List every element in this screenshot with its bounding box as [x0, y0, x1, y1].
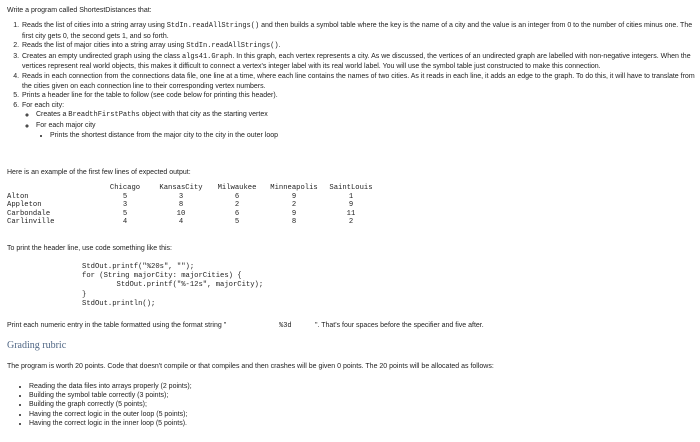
rubric-item: • Having the correct logic in the outer loop (5 points); [29, 410, 192, 419]
distance-cell: 2 [291, 201, 297, 210]
inline-code: BreadthFirstPaths [68, 111, 140, 120]
requirement-step-2: 2. Reads the list of major cities into a string array using StdIn.readAllStrings(). [21, 41, 700, 52]
distance-cell: 3 [122, 201, 128, 210]
inline-code: StdIn.readAllStrings() [186, 42, 279, 51]
distance-cell: 2 [348, 218, 354, 227]
requirement-step-3: 3. Creates an empty undirected graph using the class algs41.Graph. In this graph, each vertex represents a city. As we discussed, the vertices of an undirected graph are labelled with non-negative integers. When the vertices represent real world objects, this makes it difficult to connect a vertex's integer label with its real world label. You will use the symbol table just constructed to make this connection. [21, 52, 700, 72]
requirement-step-6: 6. For each city: ◦ Creates a BreadthFirstPaths object with that city as the starting vertex ◦ For each major city • Prints the shortest distance from the major city to the city in the outer loop [21, 101, 700, 140]
format-text-suffix: ". That's four spaces before the specifier and five after. [315, 322, 484, 329]
distance-cell: 6 [234, 192, 240, 201]
distance-cell: 9 [291, 209, 297, 218]
column-header: SaintLouis [329, 184, 373, 192]
row-city: Carlinville [7, 218, 55, 227]
table-row [7, 210, 377, 219]
table-row [7, 201, 377, 210]
header-code-block: StdOut.printf("%20s", ""); for (String majorCity: majorCities) { StdOut.printf("%-12s", majorCity); } StdOut.println(); [82, 263, 264, 308]
inline-code: StdIn.readAllStrings() [166, 22, 260, 30]
distance-cell: 5 [234, 218, 240, 227]
requirement-step-5: 5. Prints a header line for the table to follow (see code below for printing this header). [21, 91, 700, 101]
distance-cell: 9 [291, 192, 297, 201]
rubric-intro: The program is worth 20 points. Code that doesn't compile or that compiles and then crashes will be given 0 points. The 20 points will be allocated as follows: [7, 363, 494, 370]
distance-cell: 10 [176, 209, 186, 218]
column-header: Milwaukee [217, 184, 257, 192]
distance-cell: 2 [234, 201, 240, 210]
distance-cell: 8 [291, 218, 297, 227]
rubric-item: • Reading the data files into arrays properly (2 points); [29, 382, 192, 391]
distance-cell: 9 [348, 201, 354, 210]
distance-cell: 5 [122, 192, 128, 201]
distance-cell: 4 [122, 218, 128, 227]
for-each-city-sublist [22, 110, 700, 140]
row-city: Appleton [7, 201, 42, 210]
rubric-heading: Grading rubric [7, 340, 67, 351]
distance-cell: 4 [178, 218, 184, 227]
substep-create-bfs: ◦ Creates a BreadthFirstPaths object with that city as the starting vertex [36, 110, 700, 121]
rubric-item: • Building the graph correctly (5 points); [29, 400, 192, 409]
substep-for-each-major-city: ◦ For each major city • Prints the shortest distance from the major city to the city in the outer loop [36, 121, 700, 140]
distance-cell: 1 [348, 192, 354, 201]
inline-code: algs41.Graph [181, 52, 233, 61]
major-city-sublist [36, 131, 700, 141]
example-intro: Here is an example of the first few lines of expected output: [7, 169, 191, 176]
distance-cell: 3 [178, 192, 184, 201]
row-city: Carbondale [7, 209, 51, 218]
assignment-intro: Write a program called ShortestDistances that: [7, 7, 152, 14]
sample-output-table [7, 184, 377, 227]
requirement-step-4: 4. Reads in each connection from the connections data file, one line at a time, where each line contains the names of two cities. As it reads in each line, it adds an edge to the graph. To do this, it will have to translate from the cities given on each connection line to their corresponding vertex numbers. [21, 72, 700, 91]
distance-cell: 8 [178, 201, 184, 210]
rubric-list [7, 382, 192, 428]
format-specifier: %3d [279, 322, 292, 330]
column-header: KansasCity [159, 184, 203, 192]
distance-cell: 6 [234, 209, 240, 218]
table-row [7, 193, 377, 202]
rubric-item: • Building the symbol table correctly (3 points); [29, 391, 192, 400]
distance-cell: 11 [346, 209, 356, 218]
format-text-prefix: Print each numeric entry in the table formatted using the format string " [7, 322, 227, 329]
header-code-intro: To print the header line, use code something like this: [7, 245, 172, 252]
substep-print-distance: • Prints the shortest distance from the major city to the city in the outer loop [50, 131, 700, 141]
rubric-item: • Having the correct logic in the inner loop (5 points). [29, 419, 192, 428]
distance-cell: 5 [122, 209, 128, 218]
requirement-step-1: 1. Reads the list of cities into a string array using StdIn.readAllStrings() and then builds a symbol table where the key is the name of a city and the value is an integer from 0 to the number of cities minus one. The first city gets 0, the second gets 1, and so forth. [21, 21, 700, 41]
column-header: Minneapolis [270, 184, 318, 192]
column-header: Chicago [109, 184, 141, 192]
requirements-list [7, 21, 700, 140]
sample-header-row [7, 184, 377, 193]
row-city: Alton [7, 192, 29, 201]
table-row [7, 218, 377, 227]
